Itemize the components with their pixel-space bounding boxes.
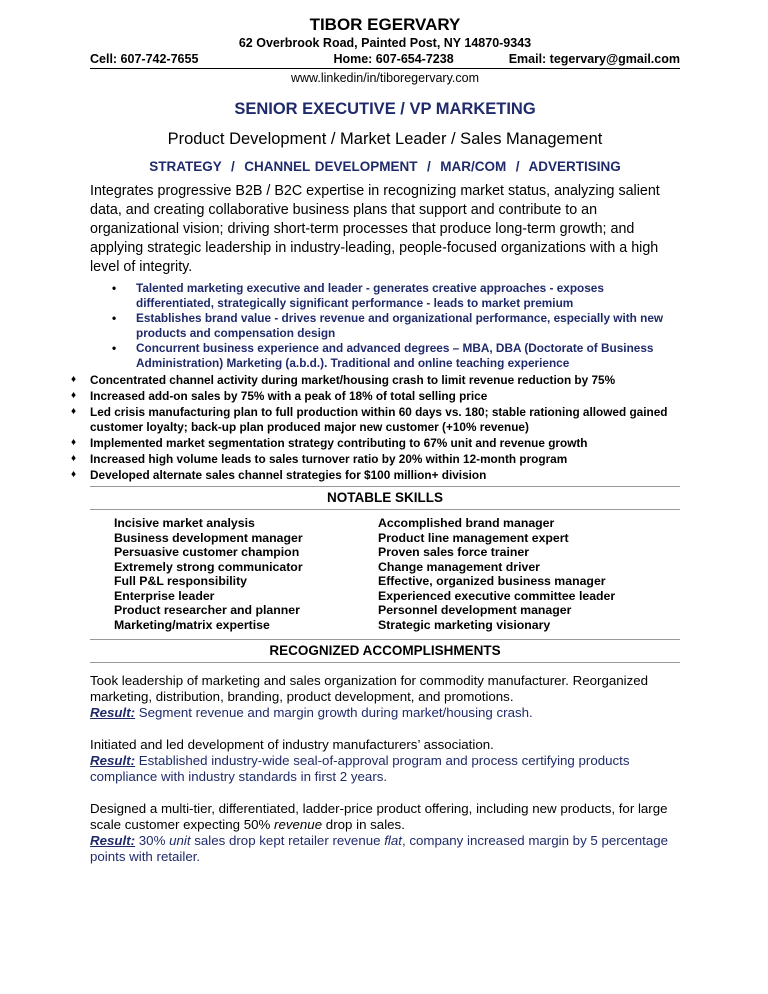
accomplishment-text: Initiated and led development of industry manufacturers’ association. (90, 737, 494, 752)
skills-left-column (114, 516, 378, 632)
result-label: Result: (90, 833, 136, 848)
skill-item: Strategic marketing visionary (378, 617, 551, 632)
list-item: ♦ Led crisis manufacturing plan to full production within 60 days vs. 180; stable rationing allowed gained customer loyalty; back-up plan produced major new customer (+10% revenue) (71, 405, 668, 434)
highlights-list (90, 281, 680, 370)
list-item: • Establishes brand value - drives revenue and organizational performance, especially with new products and compensation design (112, 311, 664, 340)
skill-item: Change management driver (378, 559, 540, 574)
resume-page (71, 14, 680, 865)
list-item: • Talented marketing executive and leader - generates creative approaches - exposes differentiated, strategically significant performance - leads to market premium (112, 281, 604, 310)
skill-item: Extremely strong communicator (114, 559, 303, 574)
accomplishment-result: Result: 30% unit sales drop kept retailer revenue flat, company increased margin by 5 percentage points with retailer. (90, 833, 669, 864)
diamond-bullet-icon: ♦ (71, 390, 77, 401)
home-phone: Home: 607-654-7238 (333, 52, 454, 66)
list-item: • Concurrent business experience and advanced degrees – MBA, DBA (Doctorate of Business Administration) Marketing (a.b.d.). Traditional and online teaching experience (112, 341, 654, 370)
skill-item: Experienced executive committee leader (378, 588, 616, 603)
skill-item: Proven sales force trainer (378, 545, 530, 559)
mailing-address: 62 Overbrook Road, Painted Post, NY 14870-9343 (238, 36, 532, 50)
result-label: Result: (90, 705, 136, 720)
list-item: ♦ Implemented market segmentation strategy contributing to 67% unit and revenue growth (71, 435, 588, 450)
bullet-icon: • (112, 311, 117, 325)
accomplishment-result: Result: Segment revenue and margin growth during market/housing crash. (90, 705, 533, 720)
skill-item: Accomplished brand manager (378, 516, 555, 530)
skill-item: Product line management expert (378, 530, 569, 545)
skill-item: Personnel development manager (378, 603, 572, 617)
list-item: ♦ Developed alternate sales channel strategies for $100 million+ division (71, 467, 487, 482)
bullet-icon: • (112, 341, 117, 355)
list-item: ♦ Increased high volume leads to sales turnover ratio by 20% within 12-month program (71, 451, 568, 466)
accomplishment-text: Designed a multi-tier, differentiated, ladder-price product offering, including new products, for large scale customer expecting 50% revenue drop in sales. (90, 801, 668, 832)
skills-heading: NOTABLE SKILLS (90, 486, 680, 510)
linkedin-url: www.linkedin/in/tiboregervary.com (290, 71, 480, 85)
skill-item: Product researcher and planner (114, 603, 300, 617)
accomplishment-result: Result: Established industry-wide seal-of-approval program and process certifying products compliance with industry standards in first 2 years. (90, 753, 630, 784)
accomplishment-2 (90, 737, 680, 785)
focus-areas: STRATEGY / CHANNEL DEVELOPMENT / MAR/COM / ADVERTISING (149, 159, 621, 174)
accomplishments-heading: RECOGNIZED ACCOMPLISHMENTS (90, 639, 680, 663)
skills-grid (90, 516, 680, 632)
contact-row (90, 51, 680, 69)
accomplishment-1 (90, 673, 680, 721)
skill-item: Business development manager (114, 530, 303, 545)
diamond-bullet-icon: ♦ (71, 436, 77, 448)
diamond-bullet-icon: ♦ (71, 468, 77, 480)
diamond-bullet-icon: ♦ (71, 374, 77, 385)
email-address: Email: tegervary@gmail.com (508, 52, 680, 66)
skill-item: Incisive market analysis (114, 516, 255, 530)
result-label: Result: (90, 753, 136, 768)
achievements-list (71, 373, 680, 482)
skill-item: Effective, organized business manager (378, 574, 606, 588)
resume-title: SENIOR EXECUTIVE / VP MARKETING (234, 100, 536, 118)
bullet-icon: • (112, 281, 117, 295)
skill-item: Enterprise leader (114, 588, 215, 603)
accomplishment-text: Took leadership of marketing and sales organization for commodity manufacturer. Reorganized marketing, distribution, branding, product development, and promotions. (90, 673, 649, 704)
candidate-name: TIBOR EGERVARY (309, 15, 461, 34)
skill-item: Persuasive customer champion (114, 545, 300, 559)
list-item: ♦ Increased add-on sales by 75% with a peak of 18% of total selling price (71, 389, 488, 403)
skill-item: Marketing/matrix expertise (114, 617, 270, 632)
accomplishment-3 (90, 801, 680, 865)
cell-phone: Cell: 607-742-7655 (90, 52, 199, 66)
skills-right-column (378, 516, 615, 632)
summary-paragraph: Integrates progressive B2B / B2C expertise in recognizing market status, analyzing salient data, and creating collaborative business plans that support and contribute to an organizational vision; driving short-term processes that produce long-term growth; and applying strategic leadership in industry-leading, people-focused organizations with a high level of integrity. (90, 183, 660, 275)
resume-subtitle: Product Development / Market Leader / Sales Management (167, 130, 603, 148)
list-item: ♦ Concentrated channel activity during market/housing crash to limit revenue reduction by 75% (71, 373, 616, 387)
diamond-bullet-icon: ♦ (71, 452, 77, 464)
diamond-bullet-icon: ♦ (71, 406, 77, 417)
skill-item: Full P&L responsibility (114, 574, 248, 588)
